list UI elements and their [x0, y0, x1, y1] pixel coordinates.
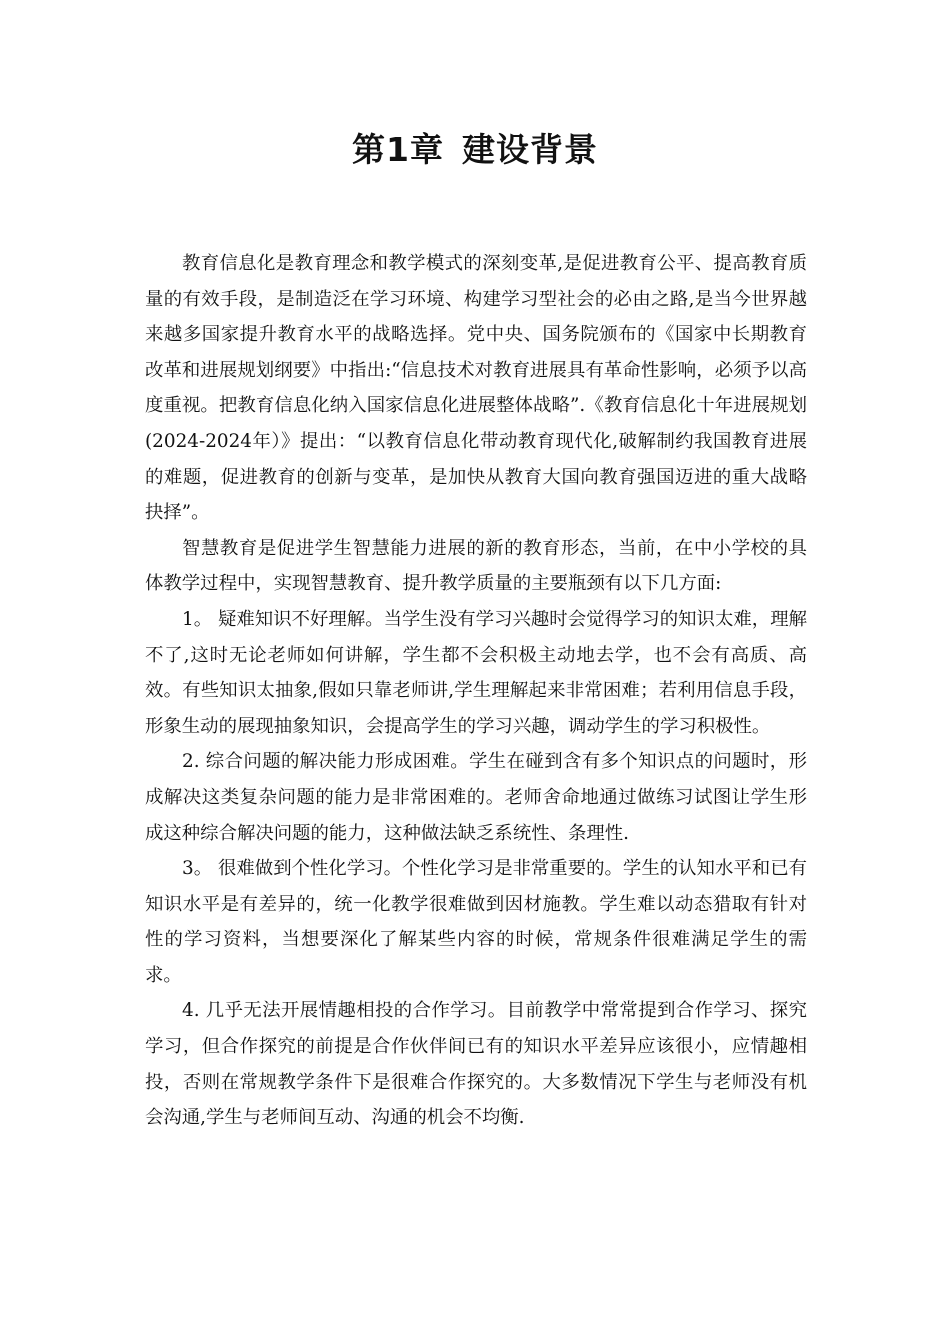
paragraph-point-1: 1。 疑难知识不好理解。当学生没有学习兴趣时会觉得学习的知识太难，理解不了,这时无论老师如何讲解，学生都不会积极主动地去学，也不会有高质、高效。有些知识太抽象,假如只靠老师讲,学生理解起来非常困难；若利用信息手段，形象生动的展现抽象知识，会提高学生的学习兴趣，调动学生的学习积极性。	[145, 608, 807, 737]
chapter-title: 建设背景	[461, 130, 598, 169]
paragraph-smart-education: 智慧教育是促进学生智慧能力进展的新的教育形态，当前，在中小学校的具体教学过程中，实现智慧教育、提升教学质量的主要瓶颈有以下几方面:	[145, 537, 807, 595]
paragraph-point-2: 2. 综合问题的解决能力形成困难。学生在碰到含有多个知识点的问题时，形成解决这类复杂问题的能力是非常困难的。老师舍命地通过做练习试图让学生形成这种综合解决问题的能力，这种做法缺乏系统性、条理性.	[145, 751, 807, 844]
paragraph-point-4: 4. 几乎无法开展情趣相投的合作学习。目前教学中常常提到合作学习、探究学习，但合作探究的前提是合作伙伴间已有的知识水平差异应该很小，应情趣相投，否则在常规教学条件下是很难合作探究的。大多数情况下学生与老师没有机会沟通,学生与老师间互动、沟通的机会不均衡.	[145, 1000, 807, 1129]
paragraph-point-3: 3。 很难做到个性化学习。个性化学习是非常重要的。学生的认知水平和已有知识水平是有差异的，统一化教学很难做到因材施教。学生难以动态猎取有针对性的学习资料，当想要深化了解某些内容的时候，常规条件很难满足学生的需求。	[145, 858, 807, 986]
chapter-heading	[0, 128, 950, 172]
paragraph-intro: 教育信息化是教育理念和教学模式的深刻变革,是促进教育公平、提高教育质量的有效手段，是制造泛在学习环境、构建学习型社会的必由之路,是当今世界越来越多国家提升教育水平的战略选择。党中央、国务院颁布的《国家中长期教育改革和进展规划纲要》中指出:“信息技术对教育进展具有革命性影响，必须予以高度重视。把教育信息化纳入国家信息化进展整体战略”.《教育信息化十年进展规划(2024-2024年）》提出：“以教育信息化带动教育现代化,破解制约我国教育进展的难题，促进教育的创新与变革，是加快从教育大国向教育强国迈进的重大战略抉择”。	[145, 253, 807, 524]
chapter-number: 第1章	[352, 130, 444, 169]
body-text	[145, 246, 807, 1136]
